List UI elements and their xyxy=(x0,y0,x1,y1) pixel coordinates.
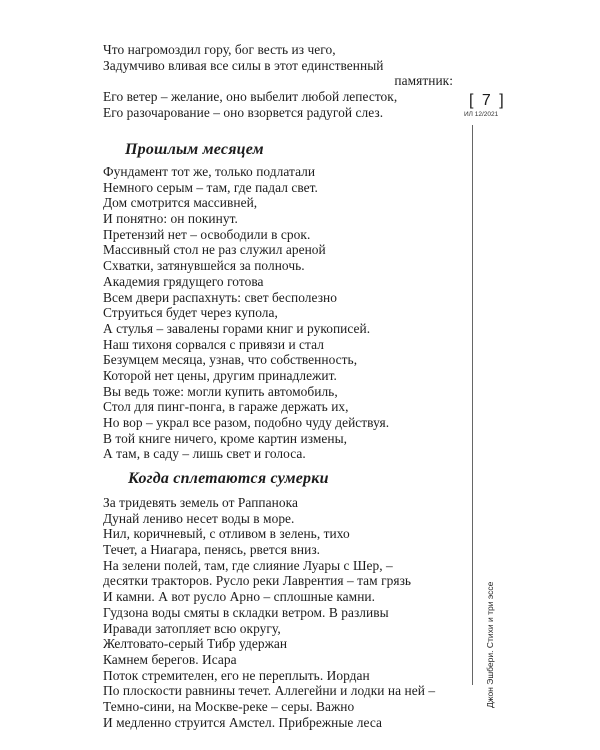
verse-line: Камнем берегов. Исара xyxy=(103,651,237,667)
verse-line: А там, в саду – лишь свет и голоса. xyxy=(103,446,306,462)
verse-line: Фундамент тот же, только подлатали xyxy=(103,164,316,179)
poem-title: Прошлым месяцем xyxy=(125,141,264,158)
verse-line: Безумцем месяца, узнав, что собственность, xyxy=(103,352,358,368)
verse-line: Что нагромоздил гору, бог весть из чего, xyxy=(103,42,336,57)
verse-line: Поток стремителен, его не переплыть. Иордан xyxy=(103,667,370,683)
verse-line: Его разочарование – оно взорвется радугой слез. xyxy=(103,104,384,120)
verse-line: Иравади затопляет всю округу, xyxy=(103,620,281,636)
verse-line: Но вор – украл все разом, подобно чуду действуя. xyxy=(103,415,390,430)
verse-line: И камни. А вот русло Арно – сплошные камни. xyxy=(103,589,376,605)
running-head: Джон Эшбери. Стихи и три эссе xyxy=(485,581,495,708)
verse-line: Академия грядущего готова xyxy=(103,273,264,289)
verse-line: В той книге ничего, кроме картин измены, xyxy=(103,430,348,446)
issue-label: ИЛ 12/2021 xyxy=(464,111,499,118)
verse-line: А стулья – завалены горами книг и рукописей. xyxy=(103,320,371,336)
poem-title: Когда сплетаются сумерки xyxy=(128,470,329,487)
verse-line: Претензий нет – освободили в срок. xyxy=(103,226,311,242)
verse-line: Нил, коричневый, с отливом в зелень, тихо xyxy=(103,526,350,542)
verse-line: Массивный стол не раз служил ареной xyxy=(103,242,326,258)
verse-line: Задумчиво вливая все силы в этот единственный xyxy=(103,57,384,73)
verse-line: Немного серым – там, где падал свет. xyxy=(103,179,318,195)
verse-line: Всем двери распахнуть: свет бесполезно xyxy=(103,289,337,305)
verse-line: десятки тракторов. Русло реки Лаврентия – там грязь xyxy=(103,573,412,589)
verse-line: Стол для пинг-понга, в гараже держать их, xyxy=(103,399,349,415)
verse-line: Схватки, затянувшейся за полночь. xyxy=(103,258,305,274)
verse-line: Струиться будет через купола, xyxy=(103,305,278,321)
poem-body xyxy=(103,495,463,730)
verse-line: Дом смотрится массивней, xyxy=(103,195,258,211)
verse-line: По плоскости равнины течет. Аллегейни и лодки на ней – xyxy=(103,683,436,699)
verse-line: Вы ведь тоже: могли купить автомобиль, xyxy=(103,383,338,399)
verse-line: И медленно струится Амстел. Прибрежные леса xyxy=(103,714,382,730)
intro-stanza xyxy=(103,42,463,120)
page-number: [ 7 ] xyxy=(469,92,506,109)
verse-line-overflow: памятник: xyxy=(394,73,453,89)
verse-line: Течет, а Ниагара, пенясь, рвется вниз. xyxy=(103,542,321,558)
verse-line: На зелени полей, там, где слияние Луары с Шер, – xyxy=(103,557,393,573)
poem-body xyxy=(103,164,463,462)
verse-line: Наш тихоня сорвался с привязи и стал xyxy=(103,336,324,352)
verse-line: Гудзона воды смяты в складки ветром. В разливы xyxy=(103,604,389,620)
verse-line: Его ветер – желание, оно выбелит любой лепесток, xyxy=(103,89,398,105)
verse-line: И понятно: он покинут. xyxy=(103,211,238,227)
verse-line: Дунай лениво несет воды в море. xyxy=(103,510,295,526)
verse-line: За тридевять земель от Раппанока xyxy=(103,495,298,510)
verse-line: Темно-сини, на Москве-реке – серы. Важно xyxy=(103,698,355,714)
margin-rule xyxy=(472,125,473,685)
verse-line: Которой нет цены, другим принадлежит. xyxy=(103,367,337,383)
verse-line: Желтовато-серый Тибр удержан xyxy=(103,636,288,652)
